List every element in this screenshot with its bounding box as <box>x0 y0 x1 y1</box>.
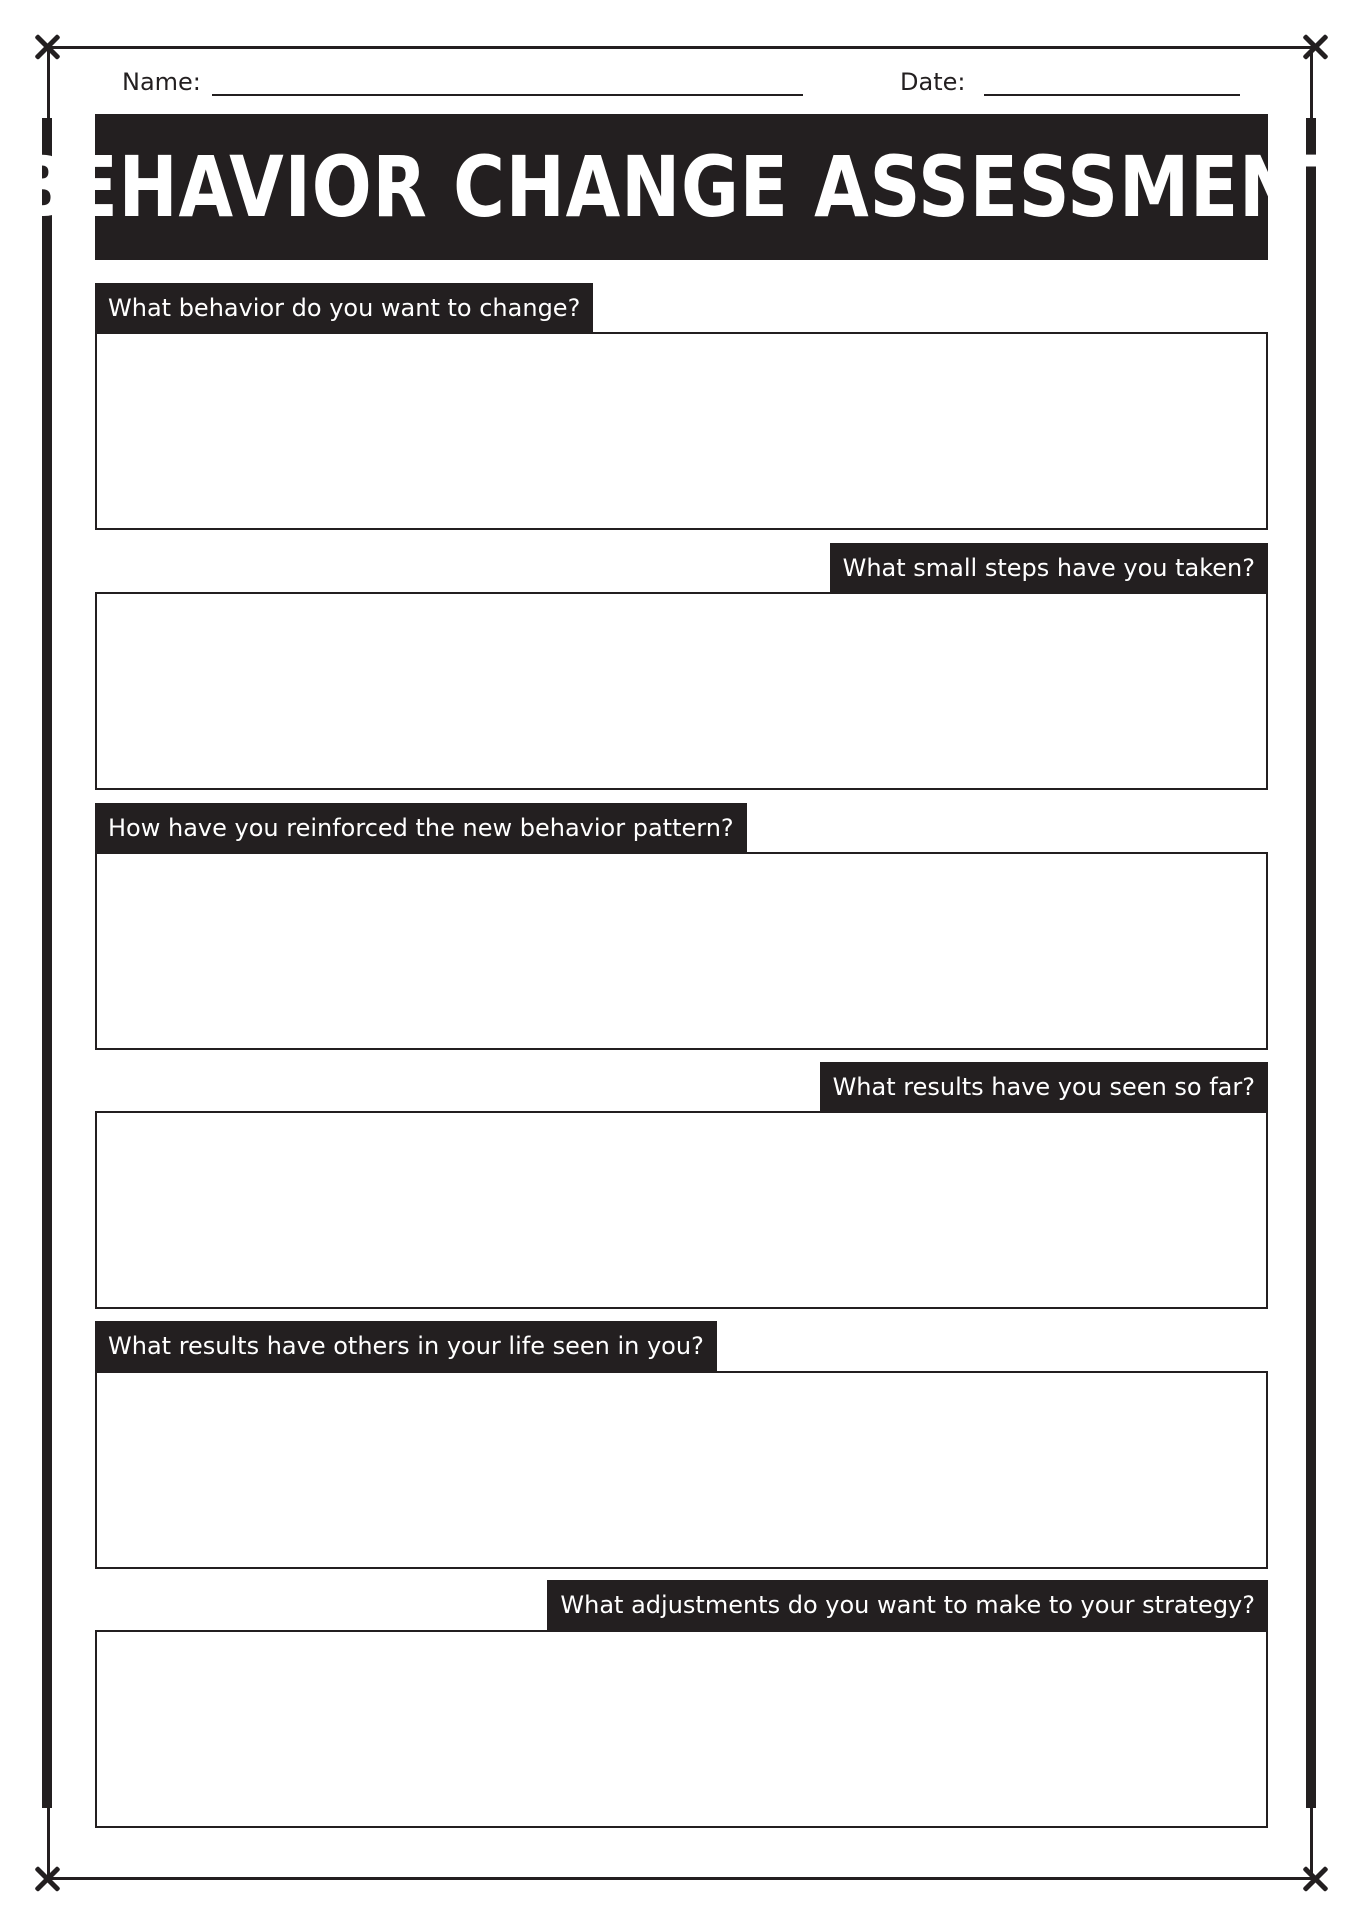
name-field[interactable] <box>212 94 803 96</box>
question-label-1: What behavior do you want to change? <box>95 283 593 333</box>
frame-left-thick-line <box>42 118 52 1808</box>
page-title: BEHAVIOR CHANGE ASSESSMENT <box>15 138 1348 236</box>
question-label-6: What adjustments do you want to make to your strategy? <box>547 1580 1268 1630</box>
name-label: Name: <box>122 68 201 96</box>
answer-box-1[interactable] <box>95 332 1268 530</box>
question-label-2: What small steps have you taken? <box>830 543 1268 593</box>
frame-right-thick-line <box>1306 118 1316 1808</box>
corner-x-bottom-left-icon <box>34 1866 60 1892</box>
title-banner <box>15 114 1348 260</box>
answer-box-2[interactable] <box>95 592 1268 790</box>
corner-x-top-left-icon <box>34 34 60 60</box>
corner-x-bottom-right-icon <box>1302 1866 1328 1892</box>
answer-box-3[interactable] <box>95 852 1268 1050</box>
answer-box-4[interactable] <box>95 1111 1268 1309</box>
frame-bottom-line <box>46 1877 1316 1880</box>
corner-x-top-right-icon <box>1302 34 1328 60</box>
question-label-3: How have you reinforced the new behavior pattern? <box>95 803 747 853</box>
date-label: Date: <box>900 68 966 96</box>
answer-box-6[interactable] <box>95 1630 1268 1828</box>
answer-box-5[interactable] <box>95 1371 1268 1569</box>
date-field[interactable] <box>984 94 1240 96</box>
frame-top-line <box>46 46 1316 49</box>
question-label-5: What results have others in your life seen in you? <box>95 1321 717 1371</box>
question-label-4: What results have you seen so far? <box>820 1062 1268 1112</box>
